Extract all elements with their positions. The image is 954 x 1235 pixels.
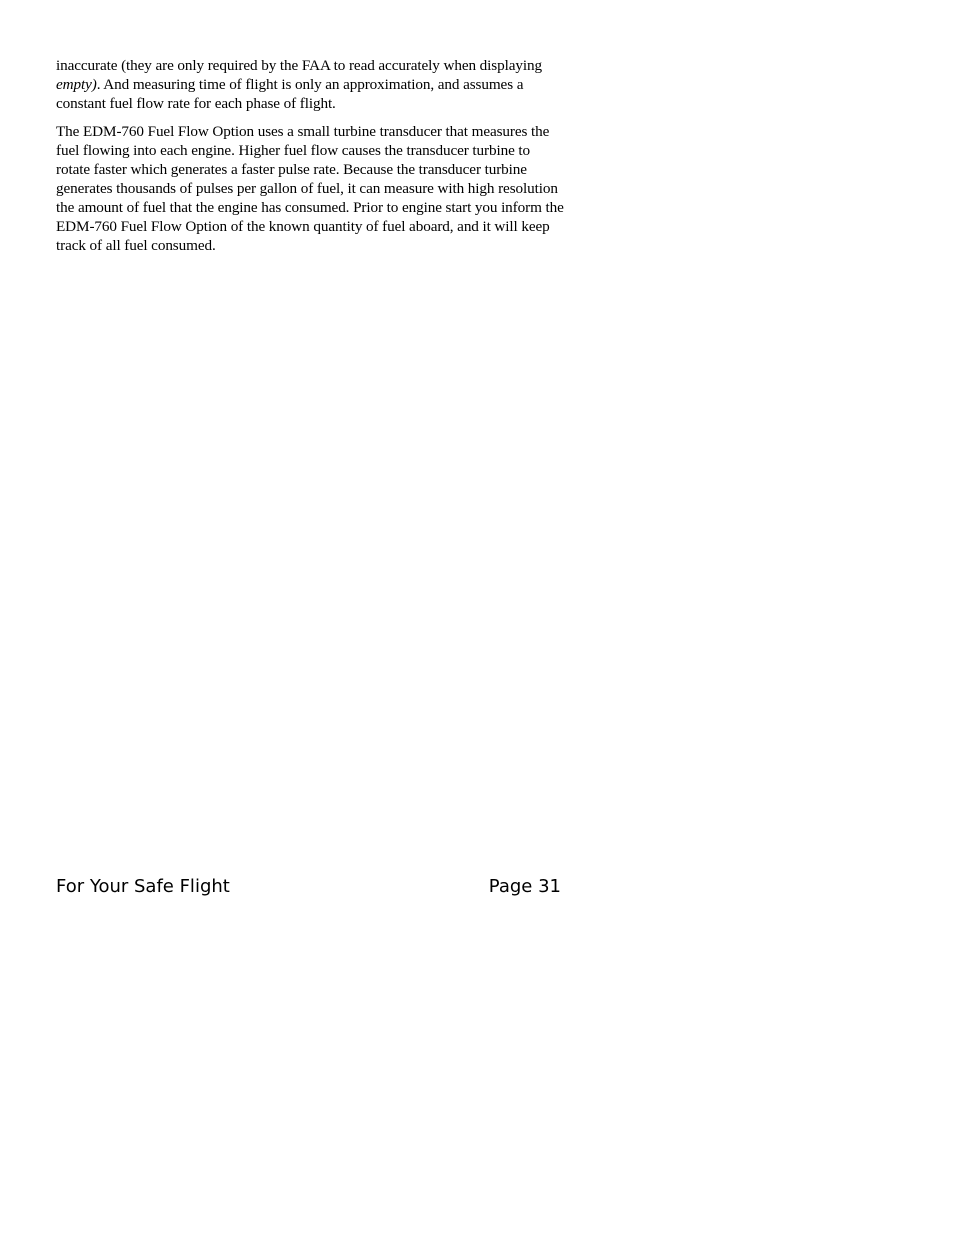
paragraph-1-emphasis: empty)	[56, 76, 97, 93]
page-footer	[56, 875, 561, 899]
footer-title: For Your Safe Flight	[56, 876, 230, 897]
paragraph-1-text-start: inaccurate (they are only required by the FAA to read accurately when displaying	[56, 57, 542, 74]
page-number: Page 31	[488, 876, 561, 897]
paragraph-2: The EDM-760 Fuel Flow Option uses a small turbine transducer that measures the fuel flowing into each engine. Higher fuel flow causes the transducer turbine to rotate faster which generates a faster pulse rate. Because the transducer turbine generates thousands of pulses per gallon of fuel, it can measure with high resolution the amount of fuel that the engine has consumed. Prior to engine start you inform the EDM-760 Fuel Flow Option of the known quantity of fuel aboard, and it will keep track of all fuel consumed.	[56, 123, 564, 254]
paragraph-1	[56, 56, 564, 113]
body-text	[56, 56, 564, 264]
paragraph-1-text-end: . And measuring time of flight is only an approximation, and assumes a constant fuel flow rate for each phase of flight.	[56, 76, 524, 112]
